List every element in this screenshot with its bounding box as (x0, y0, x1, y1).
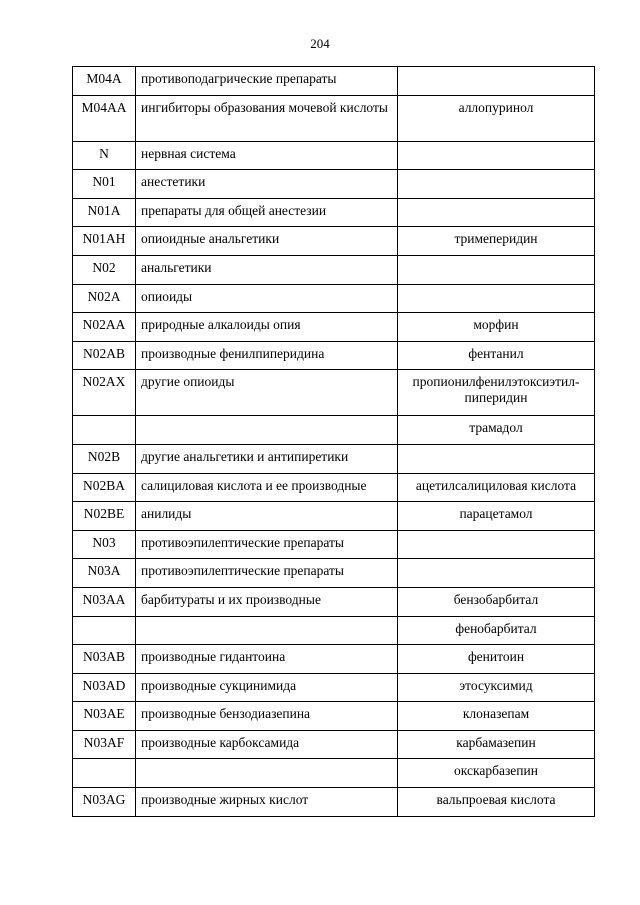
table-row (73, 444, 595, 473)
table-row (73, 759, 595, 788)
table-row (73, 67, 595, 96)
table-row (73, 255, 595, 284)
table-row (73, 502, 595, 531)
group-name-cell: производные гидантоина (136, 645, 398, 674)
group-name-cell: противоэпилептические препараты (136, 530, 398, 559)
group-name-cell: анальгетики (136, 255, 398, 284)
table-row (73, 95, 595, 141)
atc-code-cell (73, 416, 136, 445)
group-name-cell: производные бензодиазепина (136, 702, 398, 731)
group-name-cell: производные жирных кислот (136, 788, 398, 817)
drug-name-cell: вальпроевая кислота (398, 788, 595, 817)
drug-name-cell: пропионилфенилэтоксиэтил-пиперидин (398, 370, 595, 416)
table-row (73, 530, 595, 559)
table-row (73, 788, 595, 817)
atc-code-cell: N03A (73, 559, 136, 588)
atc-code-cell: N01AH (73, 227, 136, 256)
drug-name-cell (398, 67, 595, 96)
drug-name-cell: трамадол (398, 416, 595, 445)
drug-name-cell: фенобарбитал (398, 616, 595, 645)
drug-name-cell (398, 444, 595, 473)
atc-code-cell (73, 759, 136, 788)
atc-code-cell: N03AG (73, 788, 136, 817)
drug-name-cell (398, 284, 595, 313)
table-row (73, 730, 595, 759)
atc-code-cell: N01A (73, 198, 136, 227)
drug-name-cell: этосуксимид (398, 673, 595, 702)
table-row (73, 341, 595, 370)
group-name-cell: опиоидные анальгетики (136, 227, 398, 256)
group-name-cell: барбитураты и их производные (136, 587, 398, 616)
drug-name-cell: карбамазепин (398, 730, 595, 759)
atc-code-cell: N01 (73, 170, 136, 199)
group-name-cell: противоэпилептические препараты (136, 559, 398, 588)
atc-code-cell: N02AX (73, 370, 136, 416)
drug-name-cell: фенитоин (398, 645, 595, 674)
group-name-cell (136, 759, 398, 788)
drug-classification-table (72, 66, 595, 817)
drug-name-cell: ацетилсалициловая кислота (398, 473, 595, 502)
group-name-cell: природные алкалоиды опия (136, 313, 398, 342)
atc-code-cell: N02AA (73, 313, 136, 342)
group-name-cell: производные сукцинимида (136, 673, 398, 702)
drug-name-cell (398, 530, 595, 559)
group-name-cell: производные фенилпиперидина (136, 341, 398, 370)
group-name-cell: салициловая кислота и ее производные (136, 473, 398, 502)
atc-code-cell: N03AE (73, 702, 136, 731)
page-number: 204 (310, 36, 330, 51)
drug-name-cell: фентанил (398, 341, 595, 370)
drug-name-cell (398, 141, 595, 170)
group-name-cell: производные карбоксамида (136, 730, 398, 759)
group-name-cell: нервная система (136, 141, 398, 170)
table-row (73, 284, 595, 313)
drug-name-cell (398, 255, 595, 284)
table-row (73, 473, 595, 502)
table-row (73, 416, 595, 445)
table-row (73, 645, 595, 674)
drug-name-cell: окскарбазепин (398, 759, 595, 788)
drug-name-cell: бензобарбитал (398, 587, 595, 616)
group-name-cell: другие анальгетики и антипиретики (136, 444, 398, 473)
drug-name-cell (398, 198, 595, 227)
atc-code-cell: M04A (73, 67, 136, 96)
atc-code-cell: N02A (73, 284, 136, 313)
atc-code-cell: N02BA (73, 473, 136, 502)
atc-code-cell: N02BE (73, 502, 136, 531)
atc-code-cell (73, 616, 136, 645)
drug-name-cell: морфин (398, 313, 595, 342)
table-row (73, 616, 595, 645)
atc-code-cell: N03AB (73, 645, 136, 674)
group-name-cell: другие опиоиды (136, 370, 398, 416)
atc-code-cell: N03AD (73, 673, 136, 702)
table-row (73, 141, 595, 170)
atc-code-cell: M04AA (73, 95, 136, 141)
table-row (73, 313, 595, 342)
table-row (73, 170, 595, 199)
drug-name-cell (398, 559, 595, 588)
group-name-cell (136, 416, 398, 445)
drug-name-cell: парацетамол (398, 502, 595, 531)
group-name-cell: анестетики (136, 170, 398, 199)
atc-code-cell: N02AB (73, 341, 136, 370)
group-name-cell: ингибиторы образования мочевой кислоты (136, 95, 398, 141)
atc-code-cell: N03AF (73, 730, 136, 759)
atc-code-cell: N02B (73, 444, 136, 473)
table-row (73, 227, 595, 256)
table-row (73, 559, 595, 588)
drug-name-cell: клоназепам (398, 702, 595, 731)
group-name-cell: препараты для общей анестезии (136, 198, 398, 227)
drug-name-cell: аллопуринол (398, 95, 595, 141)
atc-code-cell: N02 (73, 255, 136, 284)
group-name-cell: опиоиды (136, 284, 398, 313)
drug-name-cell: тримеперидин (398, 227, 595, 256)
atc-code-cell: N03AA (73, 587, 136, 616)
group-name-cell (136, 616, 398, 645)
atc-code-cell: N03 (73, 530, 136, 559)
table-row (73, 673, 595, 702)
atc-code-cell: N (73, 141, 136, 170)
group-name-cell: противоподагрические препараты (136, 67, 398, 96)
table-row (73, 702, 595, 731)
table-row (73, 198, 595, 227)
group-name-cell: анилиды (136, 502, 398, 531)
drug-name-cell (398, 170, 595, 199)
table-row (73, 587, 595, 616)
table-row (73, 370, 595, 416)
